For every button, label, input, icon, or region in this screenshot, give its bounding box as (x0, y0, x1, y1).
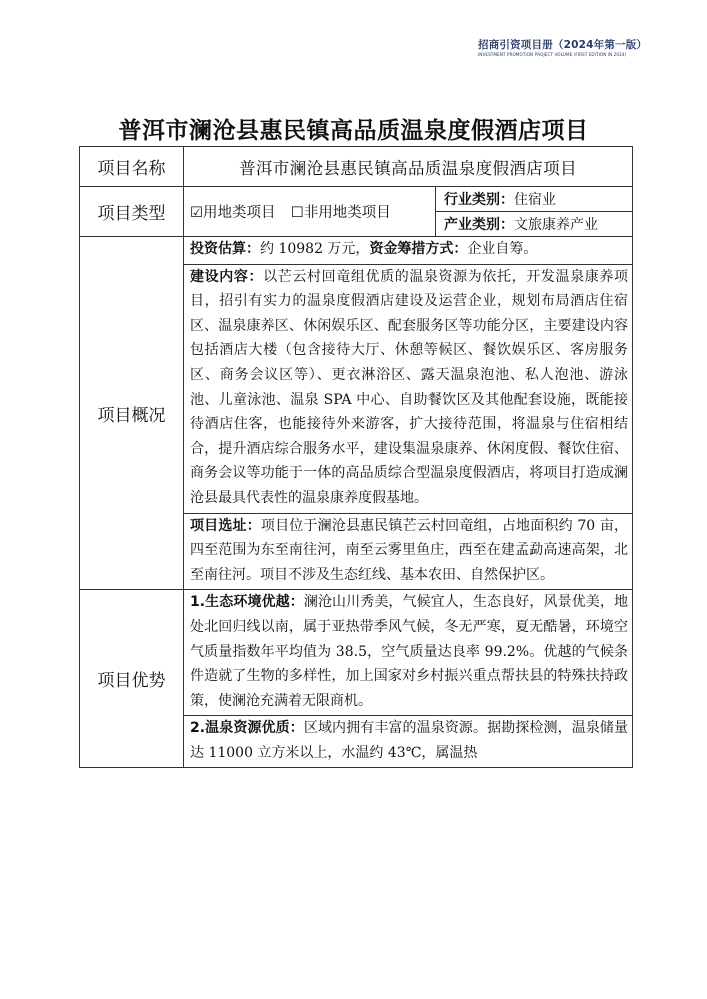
option-land-use[interactable]: ☑用地类项目 (190, 205, 276, 221)
label-project-name: 项目名称 (80, 147, 184, 187)
advantage-text: 澜沧山川秀美，气候宜人，生态良好，风景优美，地处北回归线以南，属于亚热带季风气候，冬无严寒，夏无酷暑，环境空气质量指数年平均值为 38.5，空气质量达良率 99.2%。优越的气候条件造就了生物的多样性，加上国家对乡村振兴重点帮扶县的特殊扶持政策，使澜沧充满着无限商机。 (190, 594, 628, 709)
header-subtitle: INVESTMENT PROMOTION PROJECT VOLUME (FIRST EDITION IN 2024) (478, 52, 627, 57)
label-project-type: 项目类型 (80, 187, 184, 237)
site-label: 项目选址： (190, 517, 261, 534)
document-title: 普洱市澜沧县惠民镇高品质温泉度假酒店项目 (118, 117, 589, 144)
advantage-title: 2.温泉资源优质： (190, 720, 304, 737)
site-text: 项目位于澜沧县惠民镇芒云村回竜组，占地面积约 70 亩，四至范围为东至南往河，南至云雾里鱼庄，西至在建孟勐高速高架，北至南往河。项目不涉及生态红线、基本农田、自然保护区。 (190, 517, 629, 583)
project-name-value: 普洱市澜沧县惠民镇高品质温泉度假酒店项目 (184, 147, 633, 187)
row-overview (80, 237, 633, 590)
advantage-text: 区域内拥有丰富的温泉资源。据勘探检测，温泉储量达 11000 立方米以上，水温约 43℃，属温热 (190, 720, 628, 761)
option-non-land-use[interactable]: ☐非用地类项目 (290, 205, 391, 221)
construction-text: 以芒云村回竜组优质的温泉资源为依托，开发温泉康养项目，招引有实力的温泉度假酒店建设及运营企业，规划布局酒店住宿区、温泉康养区、休闲娱乐区、配套服务区等功能分区，主要建设内容包括酒店大楼（包含接待大厅、休憩等候区、餐饮娱乐区、客房服务区、商务会议区等）、更衣淋浴区、露天温泉泡池、私人泡池、游泳池、儿童泳池、温泉 SPA 中心、自助餐饮区及其他配套设施，既能接待酒店住客，也能接待外来游客，扩大接待范围，将温泉与住宿相结合，提升酒店综合服务水平，建设集温泉康养、休闲度假、餐饮住宿、商务会议等功能于一体的高品质综合型温泉度假酒店，将项目打造成澜沧县最具代表性的温泉康养度假基地。 (190, 268, 629, 506)
advantage-item (184, 716, 632, 767)
industry-label: 行业类别： (444, 192, 514, 208)
industry-category (436, 187, 633, 212)
row-advantages (80, 590, 633, 768)
construction-label: 建设内容： (190, 268, 264, 285)
advantage-item (184, 590, 632, 716)
funding-value: 企业自筹。 (467, 241, 538, 257)
label-advantages: 项目优势 (80, 590, 184, 768)
investment-label: 投资估算： (190, 241, 260, 257)
site-section (184, 514, 632, 590)
label-overview: 项目概况 (80, 237, 184, 590)
sector-value: 文旅康养产业 (514, 217, 598, 233)
advantages-content (184, 590, 633, 768)
construction-section (184, 265, 632, 514)
industry-value: 住宿业 (514, 192, 556, 208)
investment-value: 约 10982 万元， (260, 241, 370, 257)
investment-section (184, 237, 632, 265)
funding-label: 资金筹措方式： (369, 241, 468, 257)
row-project-type (80, 187, 633, 212)
project-table (79, 146, 633, 768)
project-type-options (184, 187, 436, 237)
advantage-title: 1.生态环境优越： (190, 594, 304, 611)
overview-content (184, 237, 633, 590)
sector-label: 产业类别： (444, 217, 514, 233)
sector-category (436, 212, 633, 237)
row-project-name (80, 147, 633, 187)
header-title: 招商引资项目册（2024年第一版） (478, 39, 648, 51)
